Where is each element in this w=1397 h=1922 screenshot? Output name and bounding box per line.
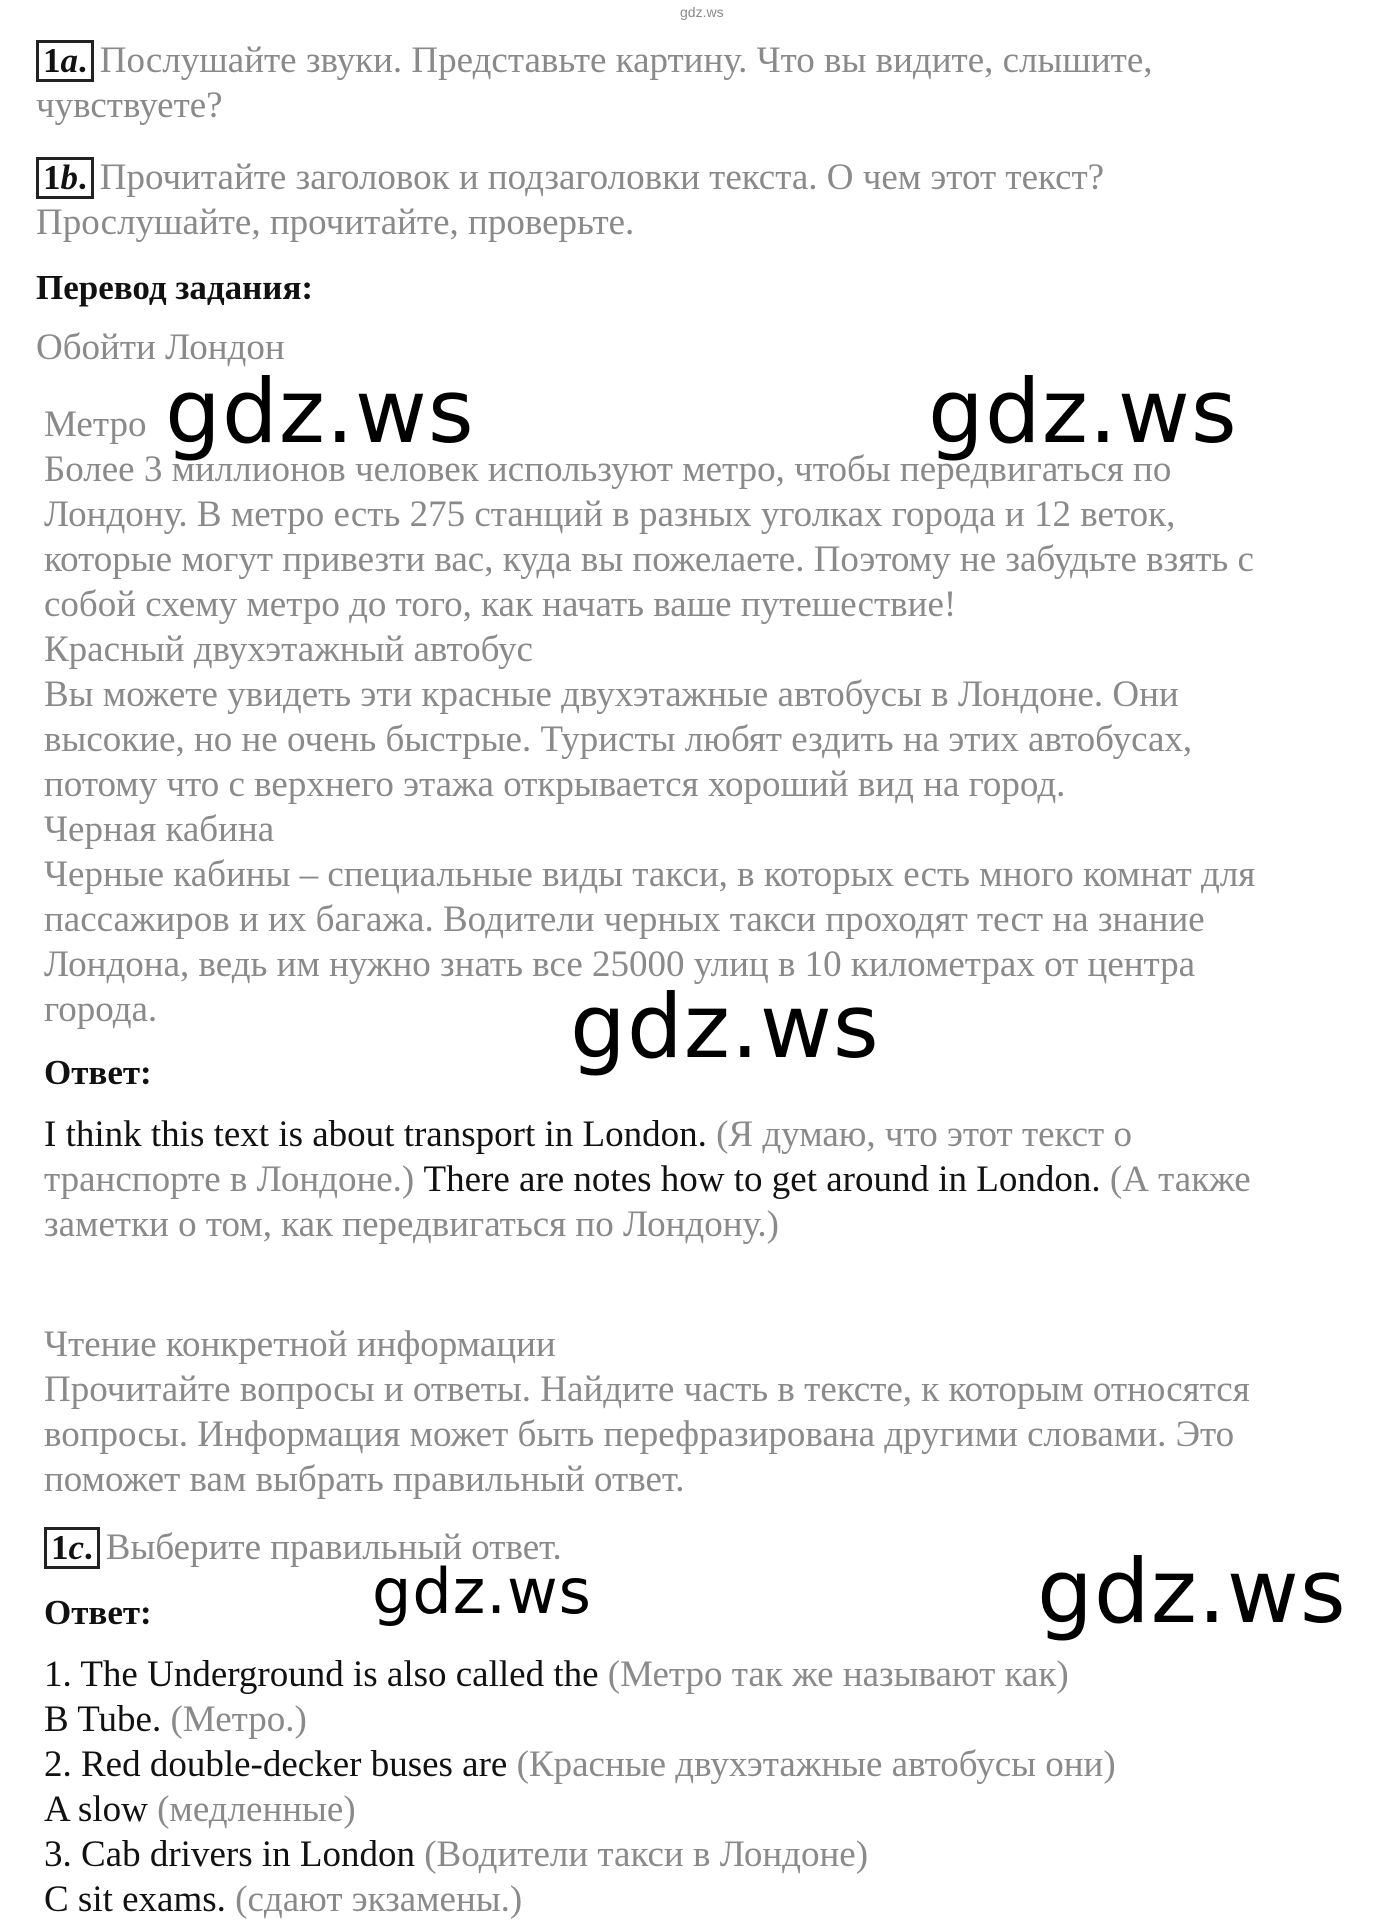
translation-line: собой схему метро до того, как начать ваше путешествие! — [44, 584, 957, 625]
answer2-item-en: 3. Cab drivers in London — [44, 1834, 415, 1875]
answer1-en: There are notes how to get around in London. — [414, 1159, 1101, 1200]
watermark: gdz.ws — [1037, 1540, 1347, 1643]
answer1-en: I think this text is about transport in London. — [44, 1114, 707, 1155]
task-1b-text-line1: Прочитайте заголовок и подзаголовки текста. О чем этот текст? — [99, 157, 1105, 198]
answer1-body — [44, 1112, 1374, 1247]
answer2-item — [44, 1877, 1374, 1922]
task-1b-text-line2: Прослушайте, прочитайте, проверьте. — [36, 202, 635, 243]
answer2-item-ru: (Красные двухэтажные автобусы они) — [507, 1744, 1116, 1785]
translation-line: Вы можете увидеть эти красные двухэтажные автобусы в Лондоне. Они — [44, 674, 1179, 715]
reading-line: вопросы. Информация может быть перефразирована другими словами. Это — [44, 1414, 1235, 1455]
answer1-ru: заметки о том, как передвигаться по Лондону.) — [44, 1204, 779, 1245]
translation-line: Черная кабина — [44, 809, 275, 850]
task-1c-text: Выберите правильный ответ. — [105, 1527, 562, 1568]
translation-body — [44, 402, 1374, 1032]
watermark: gdz.ws — [928, 360, 1238, 463]
task-1c-label: 1c. — [44, 1527, 100, 1569]
task-1a-label: 1a. — [36, 40, 94, 82]
translation-line: пассажиров и их багажа. Водители черных такси проходят тест на знание — [44, 899, 1205, 940]
translation-line: которые могут привезти вас, куда вы пожелаете. Поэтому не забудьте взять с — [44, 539, 1254, 580]
answer2-item-en: B Tube. — [44, 1699, 162, 1740]
translation-line: высокие, но не очень быстрые. Туристы любят ездить на этих автобусах, — [44, 719, 1193, 760]
answer2-item-ru: (Водители такси в Лондоне) — [414, 1834, 869, 1875]
translation-line: Более 3 миллионов человек используют метро, чтобы передвигаться по — [44, 449, 1172, 490]
answer2-heading: Ответ: — [44, 1593, 152, 1632]
answer2-item — [44, 1742, 1374, 1787]
answer2-item-ru: (Метро.) — [161, 1699, 307, 1740]
reading-section — [44, 1322, 1374, 1502]
answer2-item-en: 1. The Underground is also called the — [44, 1654, 599, 1695]
answer2-item-en: 2. Red double-decker buses are — [44, 1744, 508, 1785]
answer1-ru: транспорте в Лондоне.) — [44, 1159, 415, 1200]
watermark: gdz.ws — [570, 975, 880, 1078]
answer2-list — [44, 1652, 1374, 1922]
answer1-ru: (Я думаю, что этот текст о — [706, 1114, 1132, 1155]
answer2-item-ru: (медленные) — [147, 1789, 356, 1830]
header-watermark: gdz.ws — [680, 4, 724, 20]
answer2-item-en: C sit exams. — [44, 1879, 226, 1920]
answer2-item-ru: (Метро так же называют как) — [598, 1654, 1069, 1695]
translation-heading: Перевод задания: — [36, 268, 314, 307]
answer2-item — [44, 1832, 1374, 1877]
answer2-item-en: A slow — [44, 1789, 148, 1830]
reading-line: поможет вам выбрать правильный ответ. — [44, 1459, 685, 1500]
answer1-heading: Ответ: — [44, 1053, 152, 1092]
translation-title: Обойти Лондон — [36, 327, 285, 368]
task-1a — [36, 38, 1366, 128]
task-1a-text-line2: чувствуете? — [36, 85, 223, 126]
answer2-item — [44, 1697, 1374, 1742]
translation-line: Лондону. В метро есть 275 станций в разных уголках города и 12 веток, — [44, 494, 1176, 535]
watermark: gdz.ws — [372, 1555, 592, 1628]
answer2-item-ru: (сдают экзамены.) — [225, 1879, 523, 1920]
answer2-item — [44, 1652, 1374, 1697]
translation-line: потому что с верхнего этажа открывается хороший вид на город. — [44, 764, 1066, 805]
translation-line: Метро — [44, 404, 147, 445]
reading-line: Чтение конкретной информации — [44, 1324, 556, 1365]
translation-line: Красный двухэтажный автобус — [44, 629, 533, 670]
translation-line: Лондона, ведь им нужно знать все 25000 улиц в 10 километрах от центра — [44, 944, 1196, 985]
watermark: gdz.ws — [165, 360, 475, 463]
translation-line: Черные кабины – специальные виды такси, в которых есть много комнат для — [44, 854, 1256, 895]
task-1b — [36, 155, 1366, 245]
answer1-ru: (А также — [1100, 1159, 1251, 1200]
translation-line: города. — [44, 989, 158, 1030]
task-1b-label: 1b. — [36, 157, 94, 199]
answer2-item — [44, 1787, 1374, 1832]
task-1a-text-line1: Послушайте звуки. Представьте картину. Что вы видите, слышите, — [99, 40, 1153, 81]
reading-line: Прочитайте вопросы и ответы. Найдите часть в тексте, к которым относятся — [44, 1369, 1250, 1410]
